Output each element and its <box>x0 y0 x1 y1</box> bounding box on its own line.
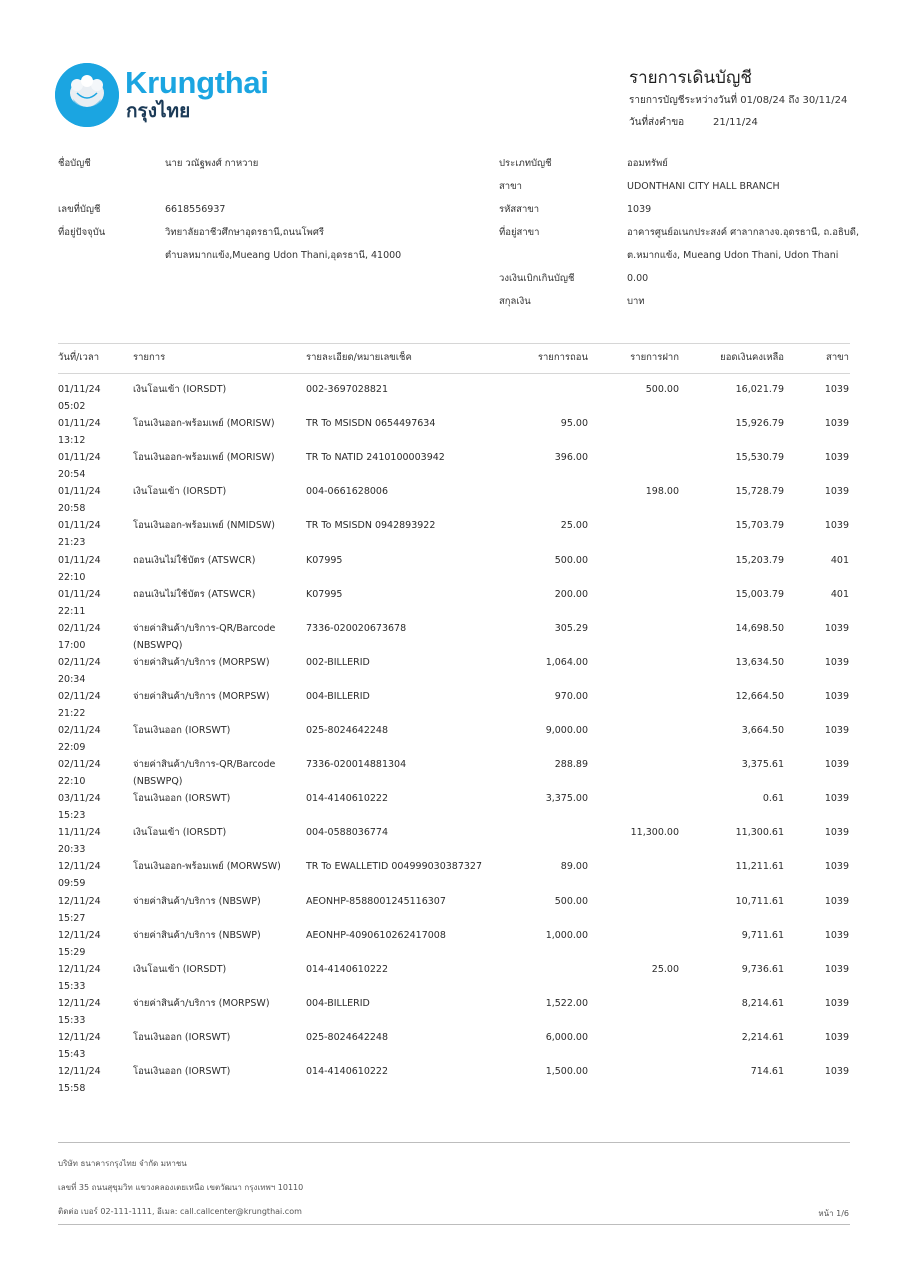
row-time: 15:23 <box>58 810 86 822</box>
row-detail: 7336-020020673678 <box>306 622 407 634</box>
table-row <box>0 415 906 449</box>
row-balance: 13,634.50 <box>735 656 784 668</box>
col-header-detail: รายละเอียด/หมายเลขเช็ค <box>306 352 412 363</box>
row-balance: 8,214.61 <box>741 997 784 1009</box>
table-row <box>0 1029 906 1063</box>
row-time: 15:27 <box>58 912 86 924</box>
row-detail: 002-3697028821 <box>306 384 389 395</box>
row-date: 01/11/24 <box>58 452 101 464</box>
row-withdrawal: 25.00 <box>560 520 588 532</box>
period-to: 30/11/24 <box>802 95 848 106</box>
branch-code: 1039 <box>627 204 652 215</box>
row-time: 20:58 <box>58 503 86 515</box>
row-description: โอนเงินออก-พร้อมเพย์ (MORWSW) <box>133 861 281 873</box>
row-date: 03/11/24 <box>58 793 101 805</box>
page-number: หน้า 1/6 <box>818 1209 849 1218</box>
row-branch: 1039 <box>824 384 849 395</box>
row-time: 15:29 <box>58 946 86 958</box>
row-detail: TR To EWALLETID 004999030387327 <box>306 861 483 873</box>
period-from: 01/08/24 <box>740 95 786 106</box>
address-line-1: วิทยาลัยอาชีวศึกษาอุดรธานี,ถนนโพศรี <box>165 227 324 238</box>
row-time: 21:22 <box>58 707 86 719</box>
statement-period <box>629 94 847 108</box>
row-branch: 1039 <box>824 793 849 805</box>
table-row <box>0 995 906 1029</box>
row-detail: 002-BILLERID <box>306 656 370 668</box>
row-time: 15:58 <box>58 1083 86 1094</box>
account-type: ออมทรัพย์ <box>627 158 668 169</box>
overdraft-label: วงเงินเบิกเกินบัญชี <box>499 273 575 284</box>
row-withdrawal: 3,375.00 <box>545 793 588 805</box>
table-row <box>0 961 906 995</box>
request-date: 21/11/24 <box>713 117 758 128</box>
currency-label: สกุลเงิน <box>499 296 531 307</box>
row-balance: 10,711.61 <box>735 895 784 907</box>
period-label: รายการบัญชีระหว่างวันที่ <box>629 95 738 106</box>
table-row <box>0 790 906 824</box>
row-balance: 0.61 <box>762 793 784 805</box>
row-withdrawal: 6,000.00 <box>545 1031 588 1043</box>
row-time: 21:23 <box>58 537 86 549</box>
row-date: 02/11/24 <box>58 725 101 736</box>
row-date: 02/11/24 <box>58 656 101 668</box>
row-withdrawal: 970.00 <box>554 690 588 702</box>
row-description: โอนเงินออก (IORSWT) <box>133 1066 231 1077</box>
row-balance: 15,703.79 <box>735 520 784 532</box>
row-time: 22:11 <box>58 605 86 617</box>
row-date: 02/11/24 <box>58 759 101 771</box>
row-branch: 1039 <box>824 1031 849 1043</box>
row-description: เงินโอนเข้า (IORSDT) <box>133 486 227 498</box>
footer-company: บริษัท ธนาคารกรุงไทย จำกัด มหาชน <box>58 1159 187 1168</box>
row-time: 17:00 <box>58 639 86 651</box>
row-date: 12/11/24 <box>58 997 101 1009</box>
row-balance: 15,926.79 <box>735 418 784 430</box>
table-row <box>0 756 906 790</box>
row-withdrawal: 1,500.00 <box>545 1066 588 1077</box>
brand-name-th: กรุงไทย <box>126 100 191 122</box>
account-number-label: เลขที่บัญชี <box>58 204 101 215</box>
branch-name: UDONTHANI CITY HALL BRANCH <box>627 181 780 192</box>
row-withdrawal: 305.29 <box>554 622 588 634</box>
row-withdrawal: 500.00 <box>554 554 588 566</box>
table-row <box>0 688 906 722</box>
row-time: 22:10 <box>58 571 86 583</box>
row-description: จ่ายค่าสินค้า/บริการ (MORPSW) <box>133 656 270 668</box>
account-name-label: ชื่อบัญชี <box>58 158 91 169</box>
row-branch: 1039 <box>824 690 849 702</box>
row-branch: 1039 <box>824 725 849 736</box>
row-description: จ่ายค่าสินค้า/บริการ (NBSWP) <box>133 929 261 941</box>
footer-contact: ติดต่อ เบอร์ 02-111-1111, อีเมล: call.callcenter@krungthai.com <box>58 1207 302 1216</box>
row-branch: 1039 <box>824 963 849 975</box>
row-description: เงินโอนเข้า (IORSDT) <box>133 827 227 839</box>
row-branch: 1039 <box>824 622 849 634</box>
row-withdrawal: 9,000.00 <box>545 725 588 736</box>
row-date: 12/11/24 <box>58 963 101 975</box>
table-row <box>0 517 906 551</box>
row-date: 01/11/24 <box>58 486 101 498</box>
row-balance: 12,664.50 <box>735 690 784 702</box>
row-date: 01/11/24 <box>58 418 101 430</box>
row-date: 02/11/24 <box>58 690 101 702</box>
row-time: 15:33 <box>58 980 86 992</box>
row-time: 22:09 <box>58 742 86 753</box>
row-date: 12/11/24 <box>58 929 101 941</box>
row-branch: 1039 <box>824 861 849 873</box>
row-balance: 14,698.50 <box>735 622 784 634</box>
row-branch: 1039 <box>824 759 849 771</box>
request-date-label: วันที่ส่งคำขอ <box>629 117 685 128</box>
brand-name-en: Krungthai <box>125 65 269 100</box>
row-description: จ่ายค่าสินค้า/บริการ-QR/Barcode (NBSWPQ) <box>133 759 276 788</box>
row-balance: 15,728.79 <box>735 486 784 498</box>
row-description: ถอนเงินไม่ใช้บัตร (ATSWCR) <box>133 554 256 566</box>
table-row <box>0 620 906 654</box>
col-header-description: รายการ <box>133 352 166 363</box>
table-row <box>0 893 906 927</box>
row-date: 01/11/24 <box>58 554 101 566</box>
row-detail: 014-4140610222 <box>306 793 389 805</box>
address-label: ที่อยู่ปัจจุบัน <box>58 227 106 238</box>
table-top-rule <box>58 343 850 344</box>
row-deposit: 500.00 <box>645 384 679 395</box>
row-branch: 401 <box>830 588 849 600</box>
row-detail: K07995 <box>306 554 343 566</box>
table-header-rule <box>58 373 850 374</box>
row-time: 13:12 <box>58 435 86 447</box>
row-description: โอนเงินออก (IORSWT) <box>133 793 231 805</box>
row-date: 12/11/24 <box>58 1031 101 1043</box>
row-branch: 1039 <box>824 656 849 668</box>
row-date: 12/11/24 <box>58 1066 101 1077</box>
row-detail: 004-0661628006 <box>306 486 389 498</box>
table-row <box>0 858 906 892</box>
row-deposit: 11,300.00 <box>630 827 679 839</box>
row-detail: 004-BILLERID <box>306 690 370 702</box>
row-time: 09:59 <box>58 878 86 890</box>
row-detail: 004-0588036774 <box>306 827 389 839</box>
branch-code-label: รหัสสาขา <box>499 204 540 215</box>
branch-address-line-2: ต.หมากแข้ง, Mueang Udon Thani, Udon Thani <box>627 250 839 261</box>
row-date: 01/11/24 <box>58 520 101 532</box>
row-detail: 025-8024642248 <box>306 725 389 736</box>
row-withdrawal: 95.00 <box>560 418 588 430</box>
row-balance: 2,214.61 <box>741 1031 784 1043</box>
period-to-label: ถึง <box>788 95 800 106</box>
row-description: โอนเงินออก (IORSWT) <box>133 725 231 736</box>
row-withdrawal: 200.00 <box>554 588 588 600</box>
row-detail: 014-4140610222 <box>306 963 389 975</box>
row-detail: 7336-020014881304 <box>306 759 407 771</box>
document-title: รายการเดินบัญชี <box>629 68 752 88</box>
row-detail: AEONHP-4090610262417008 <box>306 929 446 941</box>
row-description: จ่ายค่าสินค้า/บริการ (MORPSW) <box>133 997 270 1009</box>
row-branch: 1039 <box>824 895 849 907</box>
row-balance: 714.61 <box>750 1066 784 1077</box>
col-header-balance: ยอดเงินคงเหลือ <box>720 352 784 363</box>
row-balance: 3,664.50 <box>741 725 784 736</box>
row-time: 15:33 <box>58 1014 86 1026</box>
row-branch: 1039 <box>824 997 849 1009</box>
branch-label: สาขา <box>499 181 522 192</box>
row-withdrawal: 1,000.00 <box>545 929 588 941</box>
row-branch: 1039 <box>824 929 849 941</box>
row-description: โอนเงินออก (IORSWT) <box>133 1031 231 1043</box>
row-description: จ่ายค่าสินค้า/บริการ-QR/Barcode (NBSWPQ) <box>133 622 276 651</box>
account-name: นาย วณัฐพงศ์ กาหวาย <box>165 158 259 169</box>
row-date: 12/11/24 <box>58 895 101 907</box>
row-deposit: 198.00 <box>645 486 679 498</box>
row-detail: TR To MSISDN 0654497634 <box>306 418 436 430</box>
row-balance: 11,300.61 <box>735 827 784 839</box>
row-description: จ่ายค่าสินค้า/บริการ (NBSWP) <box>133 895 261 907</box>
row-detail: K07995 <box>306 588 343 600</box>
row-branch: 1039 <box>824 520 849 532</box>
row-detail: AEONHP-8588001245116307 <box>306 895 446 907</box>
row-withdrawal: 396.00 <box>554 452 588 464</box>
row-detail: TR To MSISDN 0942893922 <box>306 520 436 532</box>
row-description: โอนเงินออก-พร้อมเพย์ (NMIDSW) <box>133 520 275 532</box>
row-balance: 16,021.79 <box>735 384 784 395</box>
row-branch: 1039 <box>824 827 849 839</box>
row-time: 05:02 <box>58 401 86 412</box>
row-branch: 401 <box>830 554 849 566</box>
row-description: โอนเงินออก-พร้อมเพย์ (MORISW) <box>133 418 275 430</box>
table-row <box>0 449 906 483</box>
row-date: 11/11/24 <box>58 827 101 839</box>
table-row <box>0 927 906 961</box>
table-row <box>0 654 906 688</box>
row-detail: 025-8024642248 <box>306 1031 389 1043</box>
row-branch: 1039 <box>824 452 849 464</box>
row-detail: TR To NATID 2410100003942 <box>306 452 445 464</box>
row-description: โอนเงินออก-พร้อมเพย์ (MORISW) <box>133 452 275 464</box>
row-branch: 1039 <box>824 1066 849 1077</box>
footer-address: เลขที่ 35 ถนนสุขุมวิท แขวงคลองเตยเหนือ เขตวัฒนา กรุงเทพฯ 10110 <box>58 1183 304 1192</box>
footer-top-rule <box>58 1142 850 1143</box>
row-time: 15:43 <box>58 1048 86 1060</box>
row-description: ถอนเงินไม่ใช้บัตร (ATSWCR) <box>133 588 256 600</box>
account-number: 6618556937 <box>165 204 226 215</box>
row-detail: 014-4140610222 <box>306 1066 389 1077</box>
row-balance: 11,211.61 <box>735 861 784 873</box>
row-description: จ่ายค่าสินค้า/บริการ (MORPSW) <box>133 690 270 702</box>
row-branch: 1039 <box>824 486 849 498</box>
row-balance: 9,711.61 <box>741 929 784 941</box>
table-row <box>0 722 906 756</box>
table-row <box>0 824 906 858</box>
table-row <box>0 586 906 620</box>
table-row <box>0 1063 906 1097</box>
row-balance: 9,736.61 <box>741 963 784 975</box>
row-balance: 15,003.79 <box>735 588 784 600</box>
row-time: 20:33 <box>58 844 86 856</box>
row-time: 20:34 <box>58 673 86 685</box>
row-date: 01/11/24 <box>58 588 101 600</box>
branch-address-label: ที่อยู่สาขา <box>499 227 540 238</box>
currency-value: บาท <box>627 296 645 307</box>
row-time: 20:54 <box>58 469 86 481</box>
row-description: เงินโอนเข้า (IORSDT) <box>133 963 227 975</box>
table-row <box>0 483 906 517</box>
row-withdrawal: 1,064.00 <box>545 656 588 668</box>
row-balance: 15,530.79 <box>735 452 784 464</box>
col-header-datetime: วันที่/เวลา <box>58 352 100 363</box>
footer-bottom-rule <box>58 1224 850 1225</box>
row-balance: 3,375.61 <box>741 759 784 771</box>
krungthai-logo-icon <box>55 63 119 127</box>
row-deposit: 25.00 <box>651 963 679 975</box>
branch-address-line-1: อาคารศูนย์อเนกประสงค์ ศาลากลางจ.อุดรธานี, ถ.อธิบดี, <box>627 227 859 238</box>
row-withdrawal: 288.89 <box>554 759 588 771</box>
row-withdrawal: 500.00 <box>554 895 588 907</box>
overdraft-value: 0.00 <box>627 273 649 284</box>
row-detail: 004-BILLERID <box>306 997 370 1009</box>
table-row <box>0 552 906 586</box>
row-withdrawal: 89.00 <box>560 861 588 873</box>
row-withdrawal: 1,522.00 <box>545 997 588 1009</box>
row-date: 01/11/24 <box>58 384 101 395</box>
col-header-branch: สาขา <box>826 352 849 363</box>
table-row <box>0 381 906 415</box>
row-time: 22:10 <box>58 776 86 788</box>
row-balance: 15,203.79 <box>735 554 784 566</box>
col-header-deposit: รายการฝาก <box>630 352 679 363</box>
row-description: เงินโอนเข้า (IORSDT) <box>133 384 227 395</box>
row-date: 12/11/24 <box>58 861 101 873</box>
col-header-withdrawal: รายการถอน <box>537 352 588 363</box>
row-branch: 1039 <box>824 418 849 430</box>
account-type-label: ประเภทบัญชี <box>499 158 552 169</box>
address-line-2: ตำบลหมากแข้ง,Mueang Udon Thani,อุดรธานี, 41000 <box>165 250 402 261</box>
row-date: 02/11/24 <box>58 622 101 634</box>
